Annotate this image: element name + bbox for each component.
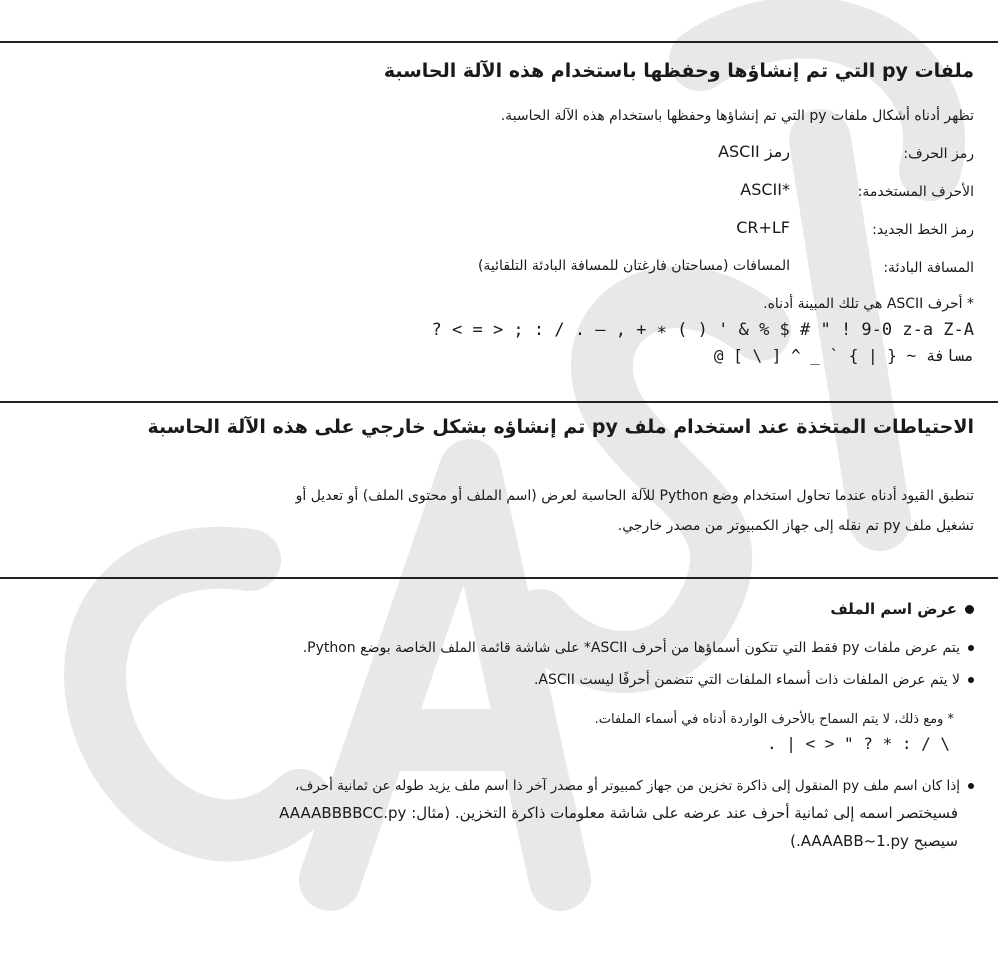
table-value-charcode: رمز ASCII [718, 142, 790, 161]
section1-intro: تظهر أدناه أشكال ملفات py التي تم إنشاؤها وحفظها باستخدام هذه الآلة الحاسبة. [500, 108, 974, 124]
bullet-icon [968, 783, 974, 789]
bullet-long-name: إذا كان اسم ملف py المنقول إلى ذاكرة تخزين من جهاز كمبيوتر أو مصدر آخر ذا اسم ملف يزيد طوله عن ثمانية أحرف، [295, 778, 974, 794]
bullet-non-ascii: لا يتم عرض الملفات ذات أسماء الملفات التي تتضمن أحرفًا ليست ASCII. [534, 672, 974, 688]
ascii-footnote: * أحرف ASCII هي تلك المبينة أدناه. [763, 296, 974, 312]
section2-para-line2: تشغيل ملف py تم نقله إلى جهاز الكمبيوتر من مصدر خارجي. [617, 518, 974, 534]
ascii-chars-line2: مسافة ~ { | } ` _ ^ [ \ ] @ [713, 346, 974, 365]
bullet-ascii-only: يتم عرض ملفات py فقط التي تتكون أسماؤها من أحرف ASCII* على شاشة قائمة الملف الخاصة بوضع Python. [303, 640, 974, 656]
table-label-chars-used: الأحرف المستخدمة: [857, 184, 974, 200]
forbidden-note: * ومع ذلك، لا يتم السماح بالأحرف الواردة أدناه في أسماء الملفات. [594, 712, 954, 727]
table-value-chars-used: *ASCII [740, 180, 790, 199]
table-value-newline: CR+LF [736, 218, 790, 237]
section1-title: ملفات py التي تم إنشاؤها وحفظها باستخدام هذه الآلة الحاسبة [383, 60, 974, 82]
table-label-newline: رمز الخط الجديد: [872, 222, 974, 238]
forbidden-chars: . | < > " ? * : / \ [766, 734, 950, 753]
section2-para-line1: تنطبق القيود أدناه عندما تحاول استخدام وضع Python للآلة الحاسبة لعرض (اسم الملف أو محتوى الملف) أو تعديل أو [295, 488, 974, 504]
bullet-long-name-line3: سيصبح AAAABB~1.py.) [790, 832, 958, 850]
table-label-indent: المسافة البادئة: [883, 260, 974, 276]
bullet-icon [968, 677, 974, 683]
ascii-chars-line1: ? < = > ; : / . – , + ∗ ( ) ' & % $ # " ! 9-0 z-a Z-A [431, 320, 974, 340]
bullet-icon [968, 645, 974, 651]
bullet-icon [965, 605, 974, 614]
section2-title: الاحتياطات المتخذة عند استخدام ملف py تم إنشاؤه بشكل خارجي على هذه الآلة الحاسبة [147, 416, 974, 438]
table-label-charcode: رمز الحرف: [903, 146, 974, 162]
table-value-indent: المسافات (مساحتان فارغتان للمسافة البادئة التلقائية) [477, 258, 790, 274]
bullet-long-name-line2: فسيختصر اسمه إلى ثمانية أحرف عند عرضه على شاشة معلومات ذاكرة التخزين. (مثال: AAAABBBBCC.py [279, 804, 958, 822]
filename-display-heading: عرض اسم الملف [830, 600, 974, 618]
